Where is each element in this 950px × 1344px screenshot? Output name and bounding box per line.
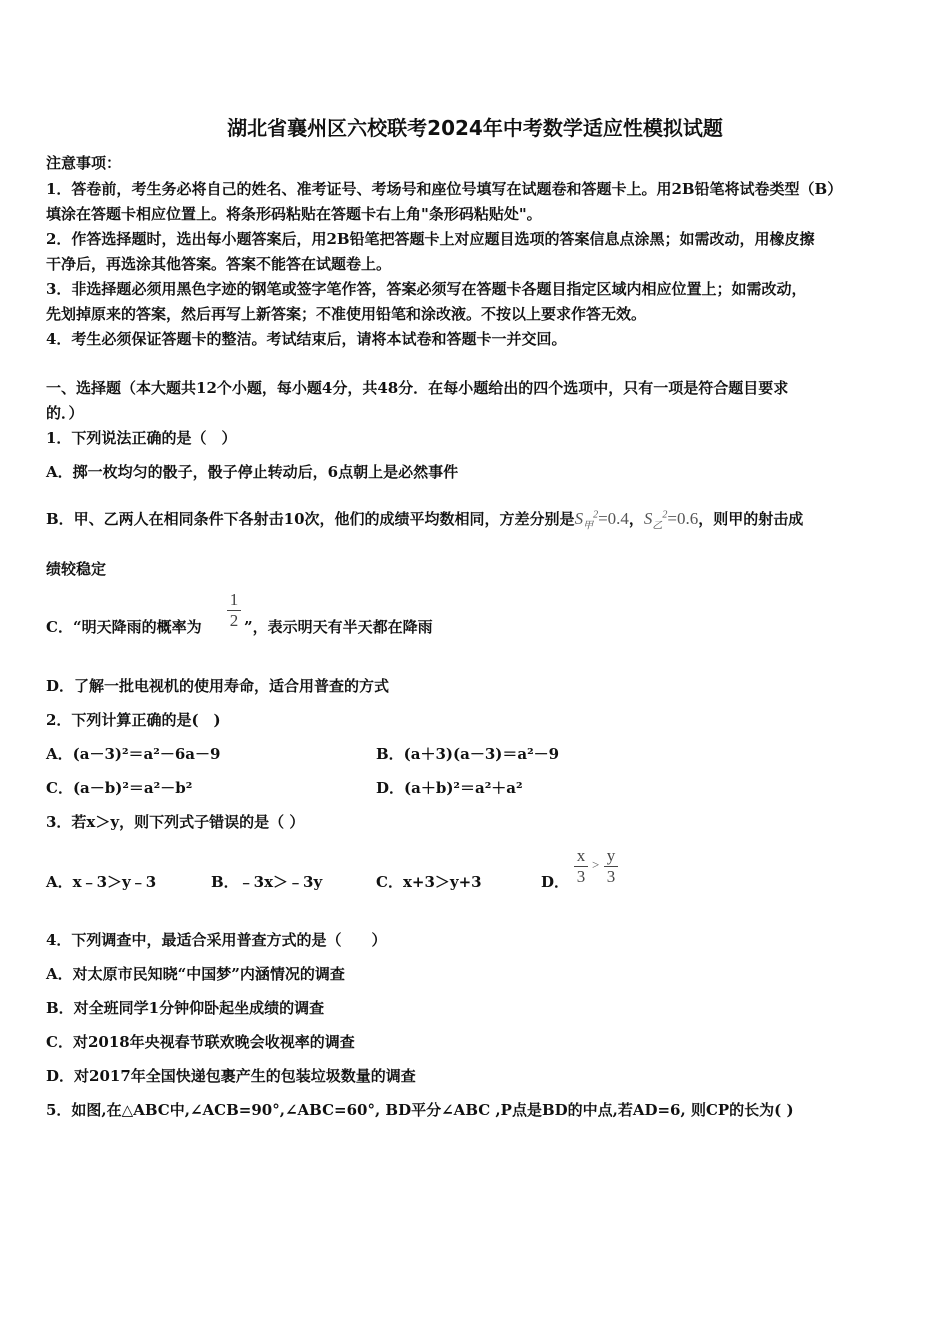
q2-stem: 2．下列计算正确的是( ) <box>46 711 221 729</box>
q2-option-d: D．(a＋b)²＝a²＋a² <box>376 779 523 797</box>
variance-jia: $S_甲^2=0.4$ <box>574 509 629 532</box>
notice-line-4: 4．考生必须保证答题卡的整洁。考试结束后，请将本试卷和答题卡一并交回。 <box>46 330 567 348</box>
q4-option-b: B．对全班同学1分钟仰卧起坐成绩的调查 <box>46 999 325 1017</box>
q1-option-c-pre: C．“明天降雨的概率为 <box>46 618 202 636</box>
q3-option-a: A．x﹣3＞y﹣3 <box>46 873 157 891</box>
q1-stem: 1．下列说法正确的是（ ） <box>46 429 237 447</box>
section-heading: 一、选择题（本大题共12个小题，每小题4分，共48分．在每小题给出的四个选项中，只有一项是符合题目要求 <box>46 379 789 397</box>
notice-line-2a: 2．作答选择题时，选出每小题答案后，用2B铅笔把答题卡上对应题目选项的答案信息点涂黑；如需改动，用橡皮擦 <box>46 230 815 248</box>
notice-line-1b: 填涂在答题卡相应位置上。将条形码粘贴在答题卡右上角"条形码粘贴处"。 <box>46 205 542 223</box>
variance-yi: $S_乙^2=0.6$ <box>643 509 699 532</box>
q1-option-b-text: B．甲、乙两人在相同条件下各射击10次，他们的成绩平均数相同，方差分别是 <box>46 510 575 528</box>
q1-option-b: B．甲、乙两人在相同条件下各射击10次，他们的成绩平均数相同，方差分别是$S_甲^2=0.4$，$S_乙^2=0.6$，则甲的射击成 <box>46 509 804 532</box>
q1-option-a: A．掷一枚均匀的骰子，骰子停止转动后，6点朝上是必然事件 <box>46 463 459 481</box>
q3-option-c: C．x+3＞y+3 <box>376 873 482 891</box>
q3-gt-sign: > <box>592 857 600 872</box>
q3-stem: 3．若x＞y，则下列式子错误的是（ ） <box>46 813 305 831</box>
q3-option-d: D． <box>541 873 570 891</box>
notice-line-3b: 先划掉原来的答案，然后再写上新答案；不准使用铅笔和涂改液。不按以上要求作答无效。 <box>46 305 647 323</box>
q4-option-c: C．对2018年央视春节联欢晚会收视率的调查 <box>46 1033 355 1051</box>
q5-stem: 5．如图,在△ABC中,∠ACB=90°,∠ABC=60°, BD平分∠ABC ,P点是BD的中点,若AD=6, 则CP的长为( ) <box>46 1101 794 1119</box>
page-title: 湖北省襄州区六校联考2024年中考数学适应性模拟试题 <box>227 116 723 140</box>
q1-option-d: D．了解一批电视机的使用寿命，适合用普查的方式 <box>46 677 390 695</box>
q2-option-b: B．(a＋3)(a－3)＝a²－9 <box>376 745 560 763</box>
notice-line-2b: 干净后，再选涂其他答案。答案不能答在试题卷上。 <box>46 255 392 273</box>
q3-fraction-y: y 3 <box>604 846 618 887</box>
q4-stem: 4．下列调查中，最适合采用普查方式的是（ ） <box>46 931 387 949</box>
q1-option-c-post: ”，表示明天有半天都在降雨 <box>244 618 433 636</box>
q2-option-a: A．(a－3)²＝a²－6a－9 <box>46 745 221 763</box>
section-heading-cont: 的．） <box>46 404 84 422</box>
q1-fraction-half: 1 2 <box>227 590 241 631</box>
q2-option-c: C．(a－b)²＝a²－b² <box>46 779 193 797</box>
q4-option-a: A．对太原市民知晓“中国梦”内涵情况的调查 <box>46 965 345 983</box>
notice-heading: 注意事项： <box>46 154 122 172</box>
notice-line-3a: 3．非选择题必须用黑色字迹的钢笔或签字笔作答，答案必须写在答题卡各题目指定区域内相应位置上；如需改动， <box>46 280 807 298</box>
notice-line-1a: 1．答卷前，考生务必将自己的姓名、准考证号、考场号和座位号填写在试题卷和答题卡上。用2B铅笔将试卷类型（B） <box>46 180 843 198</box>
q4-option-d: D．对2017年全国快递包裹产生的包装垃圾数量的调查 <box>46 1067 416 1085</box>
q1-option-b-cont: 绩较稳定 <box>46 560 107 578</box>
q3-option-b: B．﹣3x＞﹣3y <box>211 873 323 891</box>
q3-fraction-x: x 3 <box>574 846 588 887</box>
